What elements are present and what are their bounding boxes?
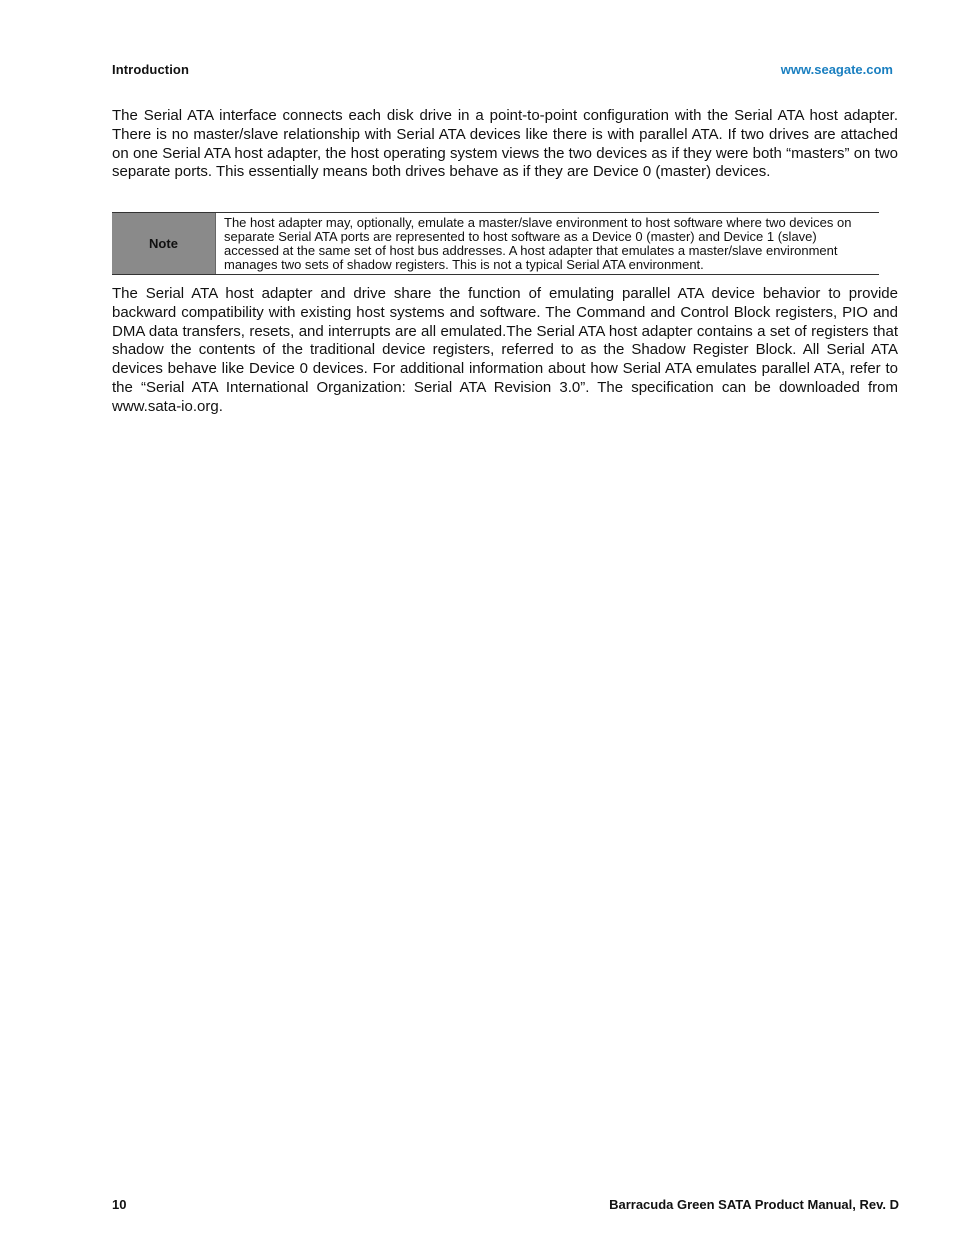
footer-document-title: Barracuda Green SATA Product Manual, Rev. D [609,1197,899,1212]
note-label: Note [112,213,216,274]
footer-page-number: 10 [112,1197,127,1212]
note-box [112,212,879,275]
note-text: The host adapter may, optionally, emulate a master/slave environment to host software where two devices on separate Serial ATA ports are represented to host software as a Device 0 (master) and Device 1 (slave) accessed at the same set of host bus addresses. A host adapter that emulates a master/slave environment manages two sets of shadow registers. This is not a typical Serial ATA environment. [224,214,852,272]
body-paragraph-1: The Serial ATA interface connects each disk drive in a point-to-point configuration with the Serial ATA host adapter. There is no master/slave relationship with Serial ATA devices like there is with parallel ATA. If two drives are attached on one Serial ATA host adapter, the host operating system views the two devices as if they were both “masters” on two separate ports. This essentially means both drives behave as if they are Device 0 (master) devices. [112,107,898,181]
header-website-link[interactable]: www.seagate.com [780,62,893,77]
body-paragraph-2: The Serial ATA host adapter and drive share the function of emulating parallel ATA device behavior to provide backward compatibility with existing host systems and software. The Command and Control Block registers, PIO and DMA data transfers, resets, and interrupts are all emulated.The Serial ATA host adapter contains a set of registers that shadow the contents of the traditional device registers, referred to as the Shadow Register Block. All Serial ATA devices behave like Device 0 devices. For additional information about how Serial ATA emulates parallel ATA, refer to the “Serial ATA International Organization: Serial ATA Revision 3.0”. The specification can be downloaded from www.sata-io.org. [112,285,898,415]
header-section-title: Introduction [112,62,190,77]
